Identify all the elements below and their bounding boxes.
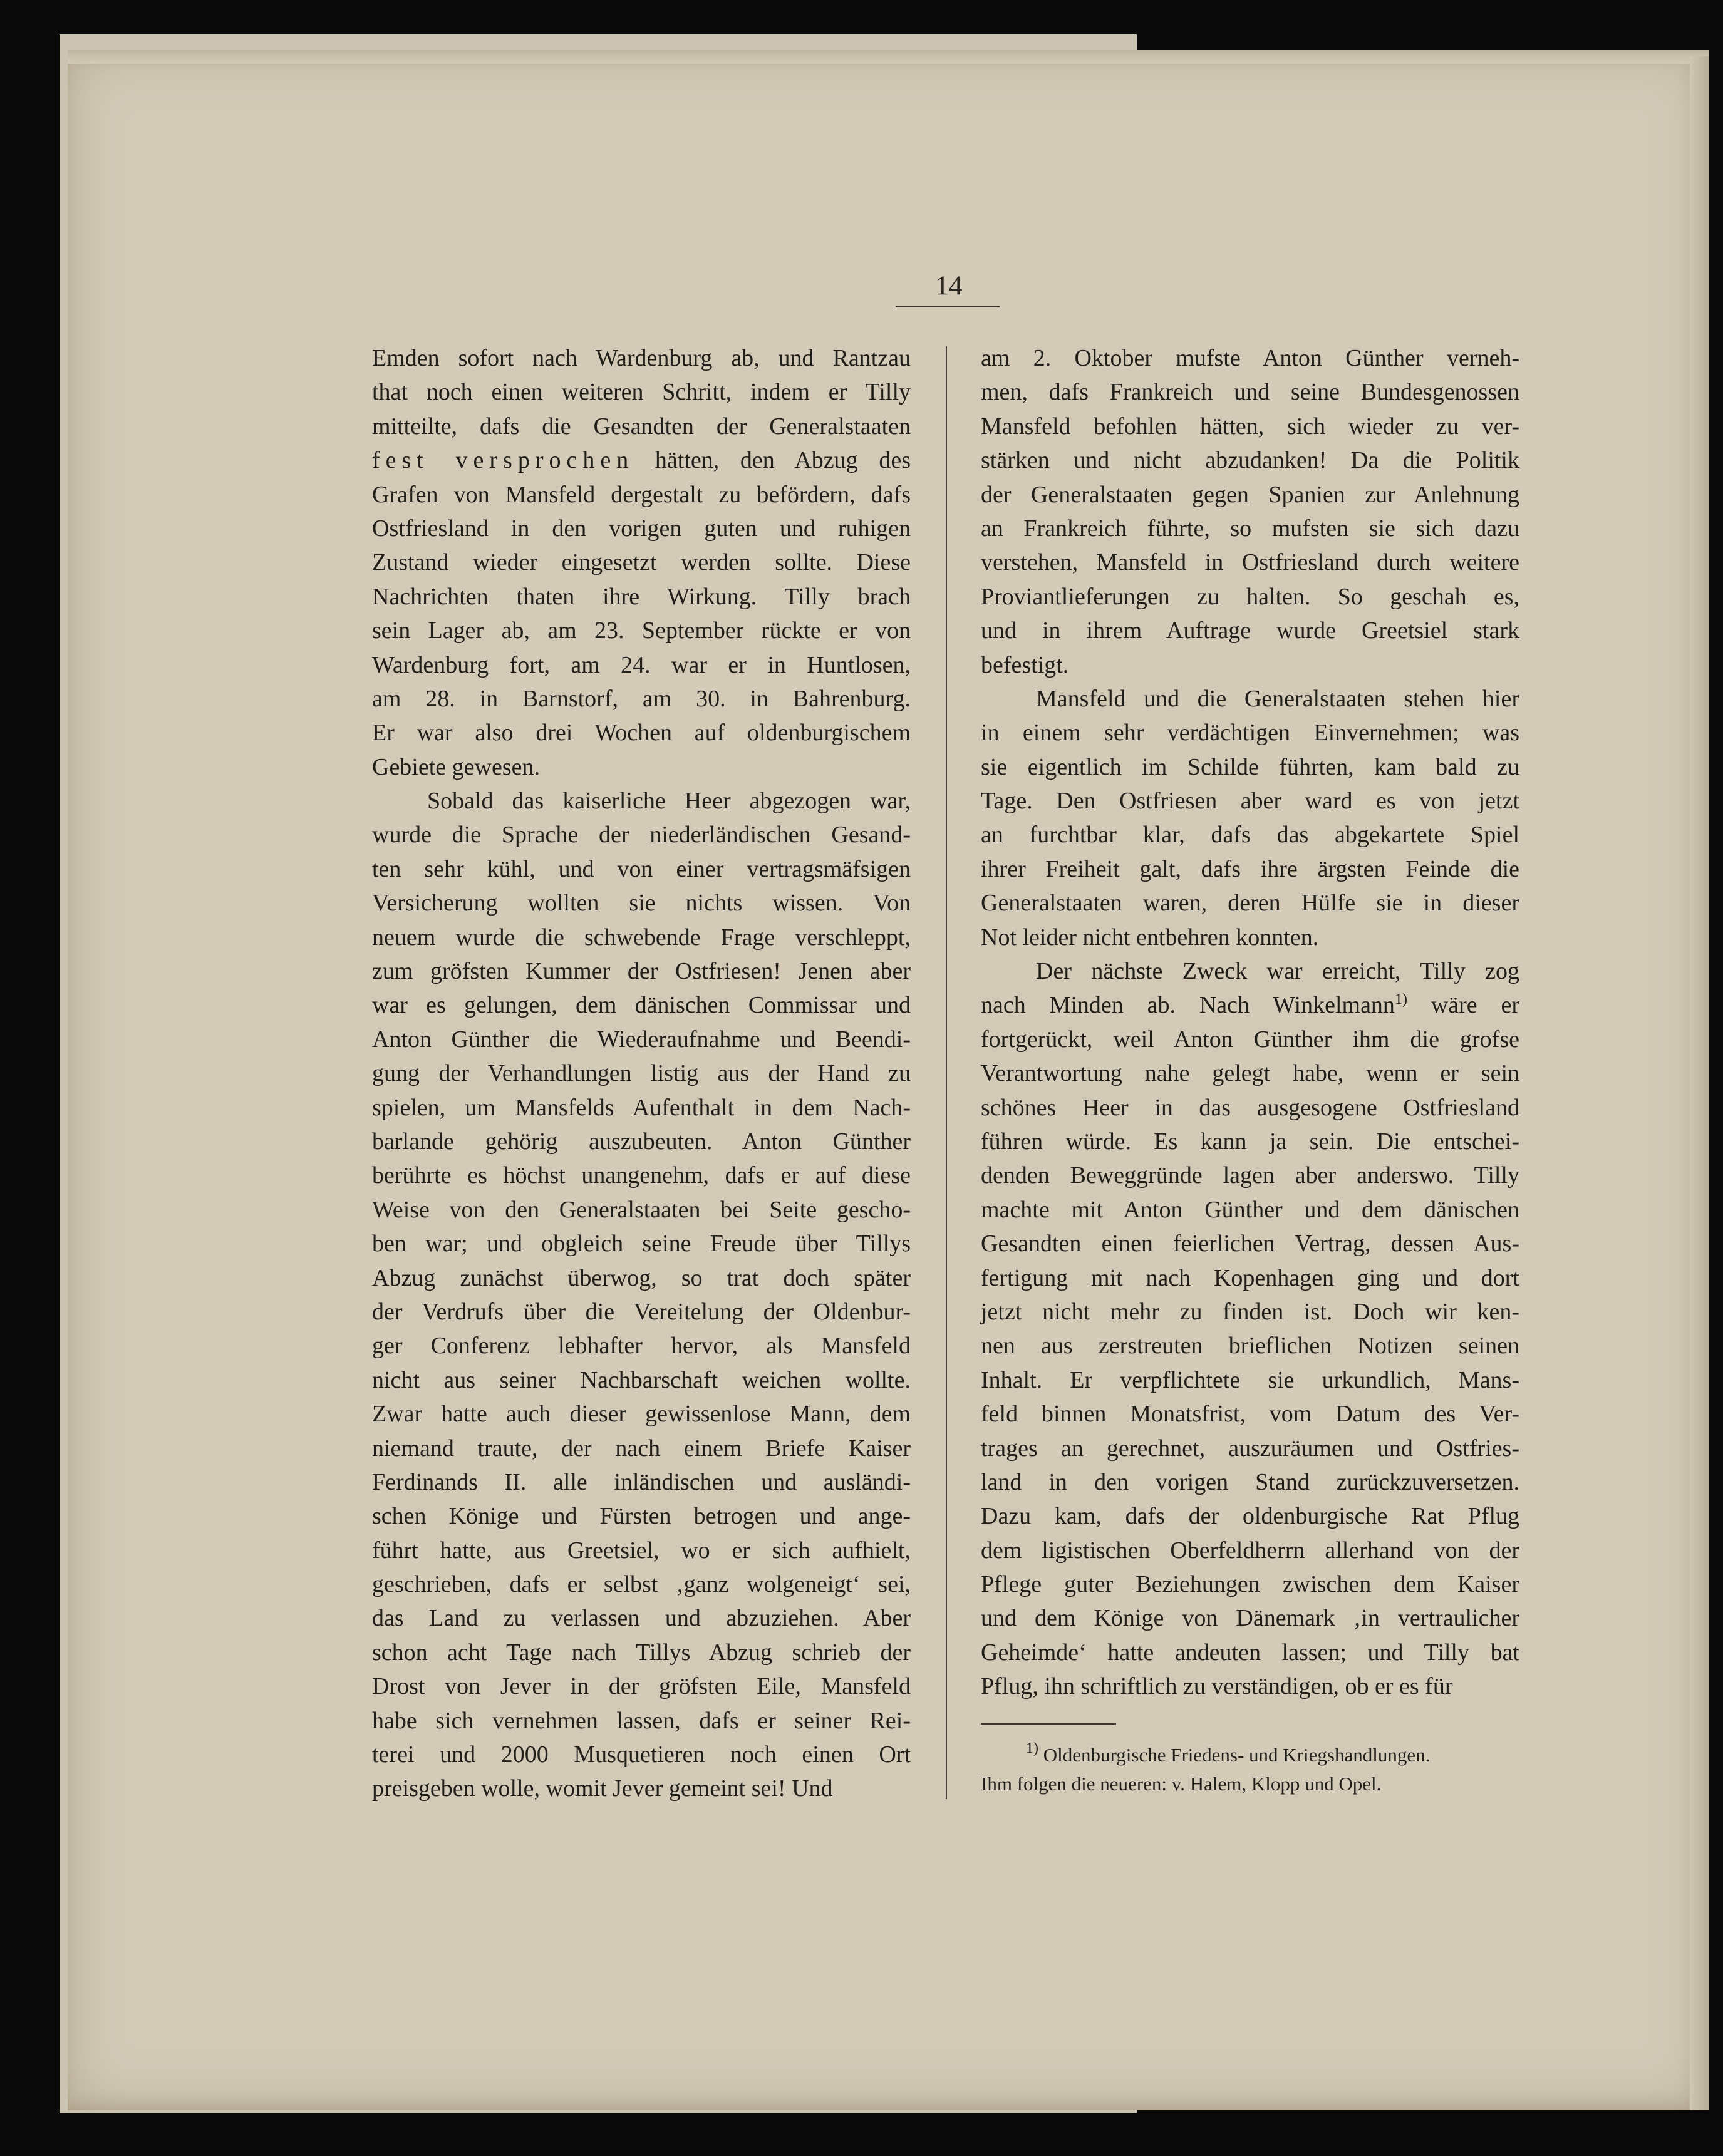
text-line: gung der Verhandlungen listig aus der Hand zu	[372, 1060, 911, 1087]
text-line: Verantwortung nahe gelegt habe, wenn er sein	[981, 1060, 1519, 1087]
footnote-line	[981, 1741, 1523, 1770]
left-column	[372, 341, 911, 1806]
text-line: Versicherung wollten sie nichts wissen. Von	[372, 890, 911, 917]
text-line: Gebiete gewesen.	[372, 753, 540, 780]
page-number-rule	[896, 306, 1000, 307]
text-line: men, dafs Frankreich und seine Bundesgenossen	[981, 379, 1519, 406]
text-line: Zustand wieder eingesetzt werden sollte. Diese	[372, 549, 911, 576]
text-line: machte mit Anton Günther und dem dänischen	[981, 1196, 1519, 1223]
text-line: befestigt.	[981, 651, 1069, 678]
text-line: und dem Könige von Dänemark ‚in vertraulicher	[981, 1605, 1519, 1632]
text-line: nicht aus seiner Nachbarschaft weichen wollte.	[372, 1366, 911, 1393]
text-line: ihrer Freiheit galt, dafs ihre ärgsten Feinde die	[981, 855, 1519, 882]
text-line: Mansfeld und die Generalstaaten stehen hier	[1036, 685, 1519, 712]
text-line: fertigung mit nach Kopenhagen ging und dort	[981, 1264, 1519, 1291]
text-line: jetzt nicht mehr zu finden ist. Doch wir ken-	[981, 1298, 1519, 1325]
text-line: land in den vorigen Stand zurückzuversetzen.	[981, 1468, 1519, 1495]
text-line: Anton Günther die Wiederaufnahme und Beendi-	[372, 1026, 911, 1053]
text-line: Sobald das kaiserliche Heer abgezogen war,	[427, 788, 911, 815]
text-line: in einem sehr verdächtigen Einvernehmen; was	[981, 720, 1519, 746]
text-line: Tage. Den Ostfriesen aber ward es von jetzt	[981, 788, 1519, 815]
text-line: Proviantlieferungen zu halten. So geschah es,	[981, 583, 1519, 610]
text-line	[981, 988, 1519, 1022]
text-line: preisgeben wolle, womit Jever gemeint sei! Und	[372, 1775, 833, 1802]
text-line: feld binnen Monatsfrist, vom Datum des Ver-	[981, 1401, 1519, 1428]
text-line: Inhalt. Er verpflichtete sie urkundlich, Mans-	[981, 1366, 1519, 1393]
text-line: und in ihrem Auftrage wurde Greetsiel stark	[981, 617, 1519, 644]
page-top-edge	[68, 50, 1709, 64]
text-line: Grafen von Mansfeld dergestalt zu befördern, dafs	[372, 481, 911, 508]
text-line: terei und 2000 Musquetieren noch einen Ort	[372, 1741, 911, 1768]
text-line: an furchtbar klar, dafs das abgekartete Spiel	[981, 822, 1519, 848]
text-line: mitteilte, dafs die Gesandten der Generalstaaten	[372, 413, 911, 440]
text-line: Mansfeld befohlen hätten, sich wieder zu ver-	[981, 413, 1519, 440]
text-line: berührte es höchst unangenehm, dafs er auf diese	[372, 1162, 911, 1189]
text-line: das Land zu verlassen und abzuziehen. Aber	[372, 1605, 911, 1632]
footnote-rule	[981, 1723, 1116, 1725]
text-line: Pflege guter Beziehungen zwischen dem Kaiser	[981, 1571, 1519, 1598]
column-divider	[946, 346, 947, 1799]
text-line: am 28. in Barnstorf, am 30. in Bahrenburg.	[372, 685, 911, 712]
text-line: wurde die Sprache der niederländischen Gesand-	[372, 822, 911, 848]
footnote	[981, 1741, 1523, 1798]
text-line: fest versprochen hätten, den Abzug des	[372, 447, 911, 474]
text-fragment: wäre er	[1407, 992, 1519, 1019]
text-line: ger Conferenz lebhafter hervor, als Mansfeld	[372, 1333, 911, 1359]
text-line: Ferdinands II. alle inländischen und ausländi-	[372, 1468, 911, 1495]
text-line: sie eigentlich im Schilde führten, kam bald zu	[981, 753, 1519, 780]
text-line: der Generalstaaten gegen Spanien zur Anlehnung	[981, 481, 1519, 508]
page-right-edge	[1690, 56, 1709, 2110]
text-line: geschrieben, dafs er selbst ‚ganz wolgeneigt‘ sei,	[372, 1571, 911, 1598]
text-line: trages an gerechnet, auszuräumen und Ostfries-	[981, 1435, 1519, 1462]
text-line: Pflug, ihn schriftlich zu verständigen, ob er es für	[981, 1673, 1453, 1700]
text-line: dem ligistischen Oberfeldherrn allerhand von der	[981, 1537, 1519, 1564]
text-fragment: nach Minden ab. Nach Winkelmann	[981, 992, 1395, 1019]
text-line: Ostfriesland in den vorigen guten und ruhigen	[372, 515, 911, 542]
footnote-reference: 1)	[1394, 991, 1407, 1008]
text-line: an Frankreich führte, so mufsten sie sich dazu	[981, 515, 1519, 542]
text-line: denden Beweggründe lagen aber anderswo. Tilly	[981, 1162, 1519, 1189]
text-line: fortgerückt, weil Anton Günther ihm die grofse	[981, 1026, 1519, 1053]
text-line: neuem wurde die schwebende Frage verschleppt,	[372, 924, 911, 951]
text-line: führen würde. Es kann ja sein. Die entschei-	[981, 1128, 1519, 1155]
text-line: habe sich vernehmen lassen, dafs er seiner Rei-	[372, 1707, 911, 1734]
text-line: Weise von den Generalstaaten bei Seite gescho-	[372, 1196, 911, 1223]
text-line: schon acht Tage nach Tillys Abzug schrieb der	[372, 1639, 911, 1666]
text-line: Generalstaaten waren, deren Hülfe sie in dieser	[981, 890, 1519, 917]
text-line: Wardenburg fort, am 24. war er in Huntlosen,	[372, 651, 911, 678]
text-line: that noch einen weiteren Schritt, indem er Tilly	[372, 379, 911, 406]
text-line: Zwar hatte auch dieser gewissenlose Mann, dem	[372, 1401, 911, 1428]
text-line: schen Könige und Fürsten betrogen und ange-	[372, 1503, 911, 1530]
text-line: nen aus zerstreuten brieflichen Notizen seinen	[981, 1333, 1519, 1359]
text-line: ten sehr kühl, und von einer vertragsmäfsigen	[372, 855, 911, 882]
text-line: schönes Heer in das ausgesogene Ostfriesland	[981, 1094, 1519, 1121]
text-line: Drost von Jever in der gröfsten Eile, Mansfeld	[372, 1673, 911, 1700]
text-line: Geheimde‘ hatte andeuten lassen; und Tilly bat	[981, 1639, 1519, 1666]
text-line: niemand traute, der nach einem Briefe Kaiser	[372, 1435, 911, 1462]
text-line: ben war; und obgleich seine Freude über Tillys	[372, 1230, 911, 1257]
text-line: Nachrichten thaten ihre Wirkung. Tilly brach	[372, 583, 911, 610]
footnote-line: Ihm folgen die neueren: v. Halem, Klopp und Opel.	[981, 1773, 1382, 1795]
text-line: sein Lager ab, am 23. September rückte er von	[372, 617, 911, 644]
text-line: Dazu kam, dafs der oldenburgische Rat Pflug	[981, 1503, 1519, 1530]
text-line: Der nächste Zweck war erreicht, Tilly zog	[1036, 958, 1519, 985]
text-line: verstehen, Mansfeld in Ostfriesland durch weitere	[981, 549, 1519, 576]
page-number: 14	[935, 271, 963, 301]
text-line: am 2. Oktober mufste Anton Günther verneh-	[981, 345, 1519, 371]
text-line: war es gelungen, dem dänischen Commissar und	[372, 992, 911, 1019]
footnote-marker: 1)	[1026, 1740, 1038, 1756]
text-line: barlande gehörig auszubeuten. Anton Günther	[372, 1128, 911, 1155]
text-line: stärken und nicht abzudanken! Da die Politik	[981, 447, 1519, 474]
text-line: Gesandten einen feierlichen Vertrag, dessen Aus-	[981, 1230, 1519, 1257]
text-line: zum gröfsten Kummer der Ostfriesen! Jenen aber	[372, 958, 911, 985]
text-line: Abzug zunächst überwog, so trat doch später	[372, 1264, 911, 1291]
right-column	[981, 341, 1519, 1704]
footnote-text: Oldenburgische Friedens- und Kriegshandlungen.	[1038, 1744, 1431, 1766]
text-line: Emden sofort nach Wardenburg ab, und Rantzau	[372, 345, 911, 371]
text-line: Not leider nicht entbehren konnten.	[981, 924, 1319, 951]
text-line: spielen, um Mansfelds Aufenthalt in dem Nach-	[372, 1094, 911, 1121]
text-line: der Verdrufs über die Vereitelung der Oldenbur-	[372, 1298, 911, 1325]
text-line: führt hatte, aus Greetsiel, wo er sich aufhielt,	[372, 1537, 911, 1564]
text-line: Er war also drei Wochen auf oldenburgischem	[372, 720, 911, 746]
